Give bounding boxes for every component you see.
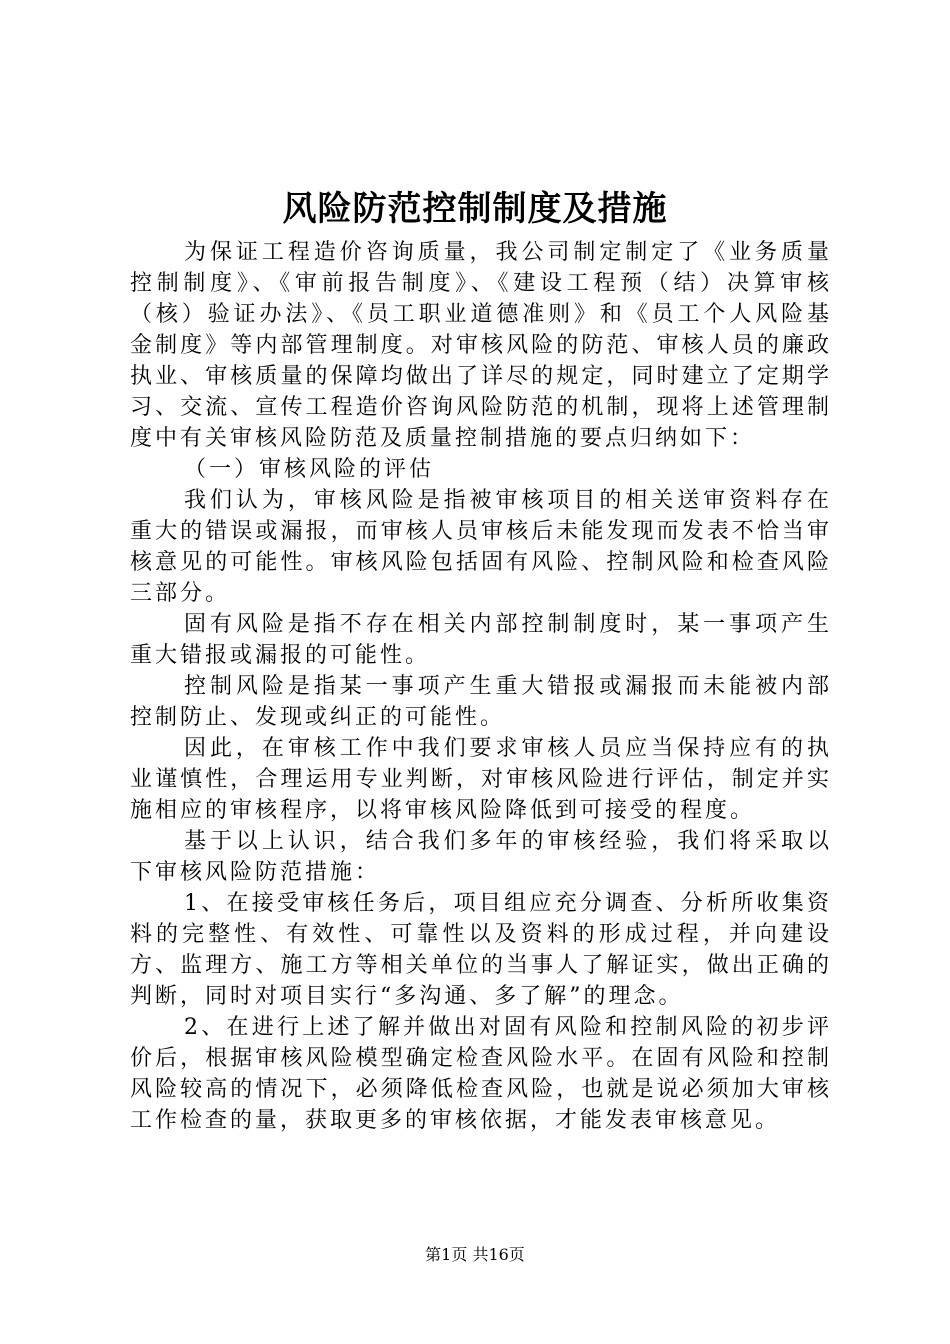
page-footer: 第1页 共16页	[425, 1245, 525, 1264]
paragraph-measures-intro: 基于以上认识，结合我们多年的审核经验，我们将采取以下审核风险防范措施：	[130, 829, 832, 885]
list-item-1: 1、在接受审核任务后，项目组应充分调查、分析所收集资料的完整性、有效性、可靠性以及资料的形成过程，并向建设方、监理方、施工方等相关单位的当事人了解证实，做出正确的判断，同时对项目实行“多沟通、多了解”的理念。	[130, 891, 832, 1009]
paragraph-risk-definition: 我们认为，审核风险是指被审核项目的相关送审资料存在重大的错误或漏报，而审核人员审核后未能发现而发表不恰当审核意见的可能性。审核风险包括固有风险、控制风险和检查风险三部分。	[130, 488, 832, 606]
paragraph-intro: 为保证工程造价咨询质量，我公司制定制定了《业务质量控制制度》、《审前报告制度》、《建设工程预（结）决算审核（核）验证办法》、《员工职业道德准则》和《员工个人风险基金制度》等内部管理制度。对审核风险的防范、审核人员的廉政执业、审核质量的保障均做出了详尽的规定，同时建立了定期学习、交流、宣传工程造价咨询风险防范的机制，现将上述管理制度中有关审核风险防范及质量控制措施的要点归纳如下：	[130, 240, 832, 451]
paragraph-control-risk: 控制风险是指某一事项产生重大错报或漏报而未能被内部控制防止、发现或纠正的可能性。	[130, 674, 832, 730]
document-title: 风险防范控制制度及措施	[282, 189, 668, 229]
paragraph-inherent-risk: 固有风险是指不存在相关内部控制制度时，某一事项产生重大错报或漏报的可能性。	[130, 612, 832, 668]
list-item-2: 2、在进行上述了解并做出对固有风险和控制风险的初步评价后，根据审核风险模型确定检查风险水平。在固有风险和控制风险较高的情况下，必须降低检查风险，也就是说必须加大审核工作检查的量，获取更多的审核依据，才能发表审核意见。	[130, 1015, 832, 1133]
paragraph-therefore: 因此，在审核工作中我们要求审核人员应当保持应有的执业谨慎性，合理运用专业判断，对审核风险进行评估，制定并实施相应的审核程序，以将审核风险降低到可接受的程度。	[130, 736, 832, 823]
document-body	[130, 237, 832, 1136]
section-heading: （一）审核风险的评估	[184, 457, 435, 482]
